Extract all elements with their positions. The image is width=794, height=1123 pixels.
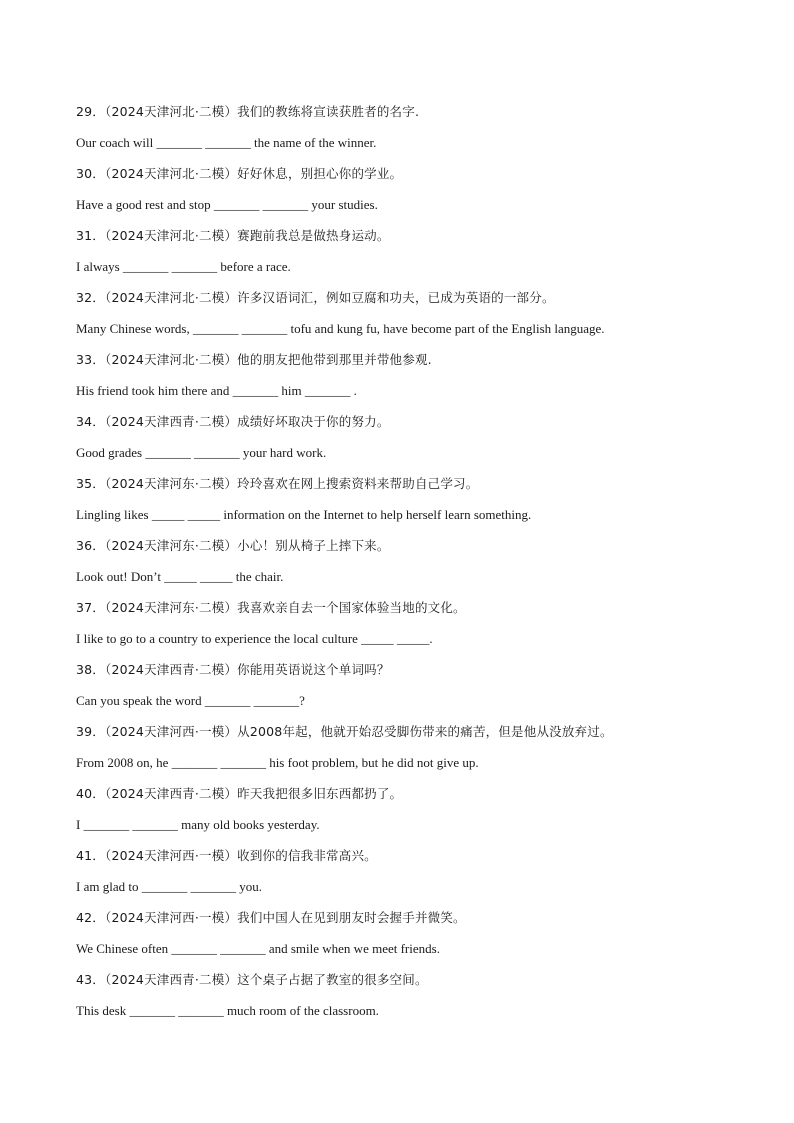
question-prompt: 43．（2024天津西青·二模）这个桌子占据了教室的很多空间。 <box>76 972 428 987</box>
question-prompt: 38．（2024天津西青·二模）你能用英语说这个单词吗？ <box>76 662 390 677</box>
question-sentence: Lingling likes _____ _____ information on the Internet to help herself learn something. <box>76 507 532 522</box>
question-sentence: I like to go to a country to experience the local culture _____ _____. <box>76 631 433 646</box>
question-sentence: I always _______ _______ before a race. <box>76 259 291 274</box>
question-sentence: Good grades _______ _______ your hard work. <box>76 445 327 460</box>
question-sentence: Look out! Don’t _____ _____ the chair. <box>76 569 284 584</box>
question-sentence: This desk _______ _______ much room of the classroom. <box>76 1003 379 1018</box>
question-prompt: 42．（2024天津河西·一模）我们中国人在见到朋友时会握手并微笑。 <box>76 910 466 925</box>
question-prompt: 39．（2024天津河西·一模）从2008年起，他就开始忍受脚伤带来的痛苦，但是他从没放弃过。 <box>76 724 613 739</box>
question-prompt: 34．（2024天津西青·二模）成绩好坏取决于你的努力。 <box>76 414 390 429</box>
question-prompt: 36．（2024天津河东·二模）小心！别从椅子上摔下来。 <box>76 538 390 553</box>
question-prompt: 40．（2024天津西青·二模）昨天我把很多旧东西都扔了。 <box>76 786 403 801</box>
question-sentence: Many Chinese words, _______ _______ tofu and kung fu, have become part of the English language. <box>76 321 605 336</box>
question-sentence: Can you speak the word _______ _______? <box>76 693 305 708</box>
question-prompt: 31．（2024天津河北·二模）赛跑前我总是做热身运动。 <box>76 228 390 243</box>
question-prompt: 32．（2024天津河北·二模）许多汉语词汇，例如豆腐和功夫，已成为英语的一部分。 <box>76 290 555 305</box>
question-prompt: 33．（2024天津河北·二模）他的朋友把他带到那里并带他参观. <box>76 352 432 367</box>
question-sentence: His friend took him there and _______ him _______ . <box>76 383 357 398</box>
question-prompt: 37．（2024天津河东·二模）我喜欢亲自去一个国家体验当地的文化。 <box>76 600 466 615</box>
question-list <box>76 101 736 1031</box>
question-prompt: 30．（2024天津河北·二模）好好休息，别担心你的学业。 <box>76 166 403 181</box>
question-prompt: 35．（2024天津河东·二模）玲玲喜欢在网上搜索资料来帮助自己学习。 <box>76 476 479 491</box>
question-sentence: Have a good rest and stop _______ _______ your studies. <box>76 197 378 212</box>
question-sentence: From 2008 on, he _______ _______ his foot problem, but he did not give up. <box>76 755 479 770</box>
question-prompt: 41．（2024天津河西·一模）收到你的信我非常高兴。 <box>76 848 377 863</box>
question-sentence: We Chinese often _______ _______ and smile when we meet friends. <box>76 941 440 956</box>
question-sentence: Our coach will _______ _______ the name of the winner. <box>76 135 377 150</box>
question-sentence: I _______ _______ many old books yesterday. <box>76 817 320 832</box>
question-sentence: I am glad to _______ _______ you. <box>76 879 262 894</box>
question-prompt: 29．（2024天津河北·二模）我们的教练将宣读获胜者的名字. <box>76 104 420 119</box>
